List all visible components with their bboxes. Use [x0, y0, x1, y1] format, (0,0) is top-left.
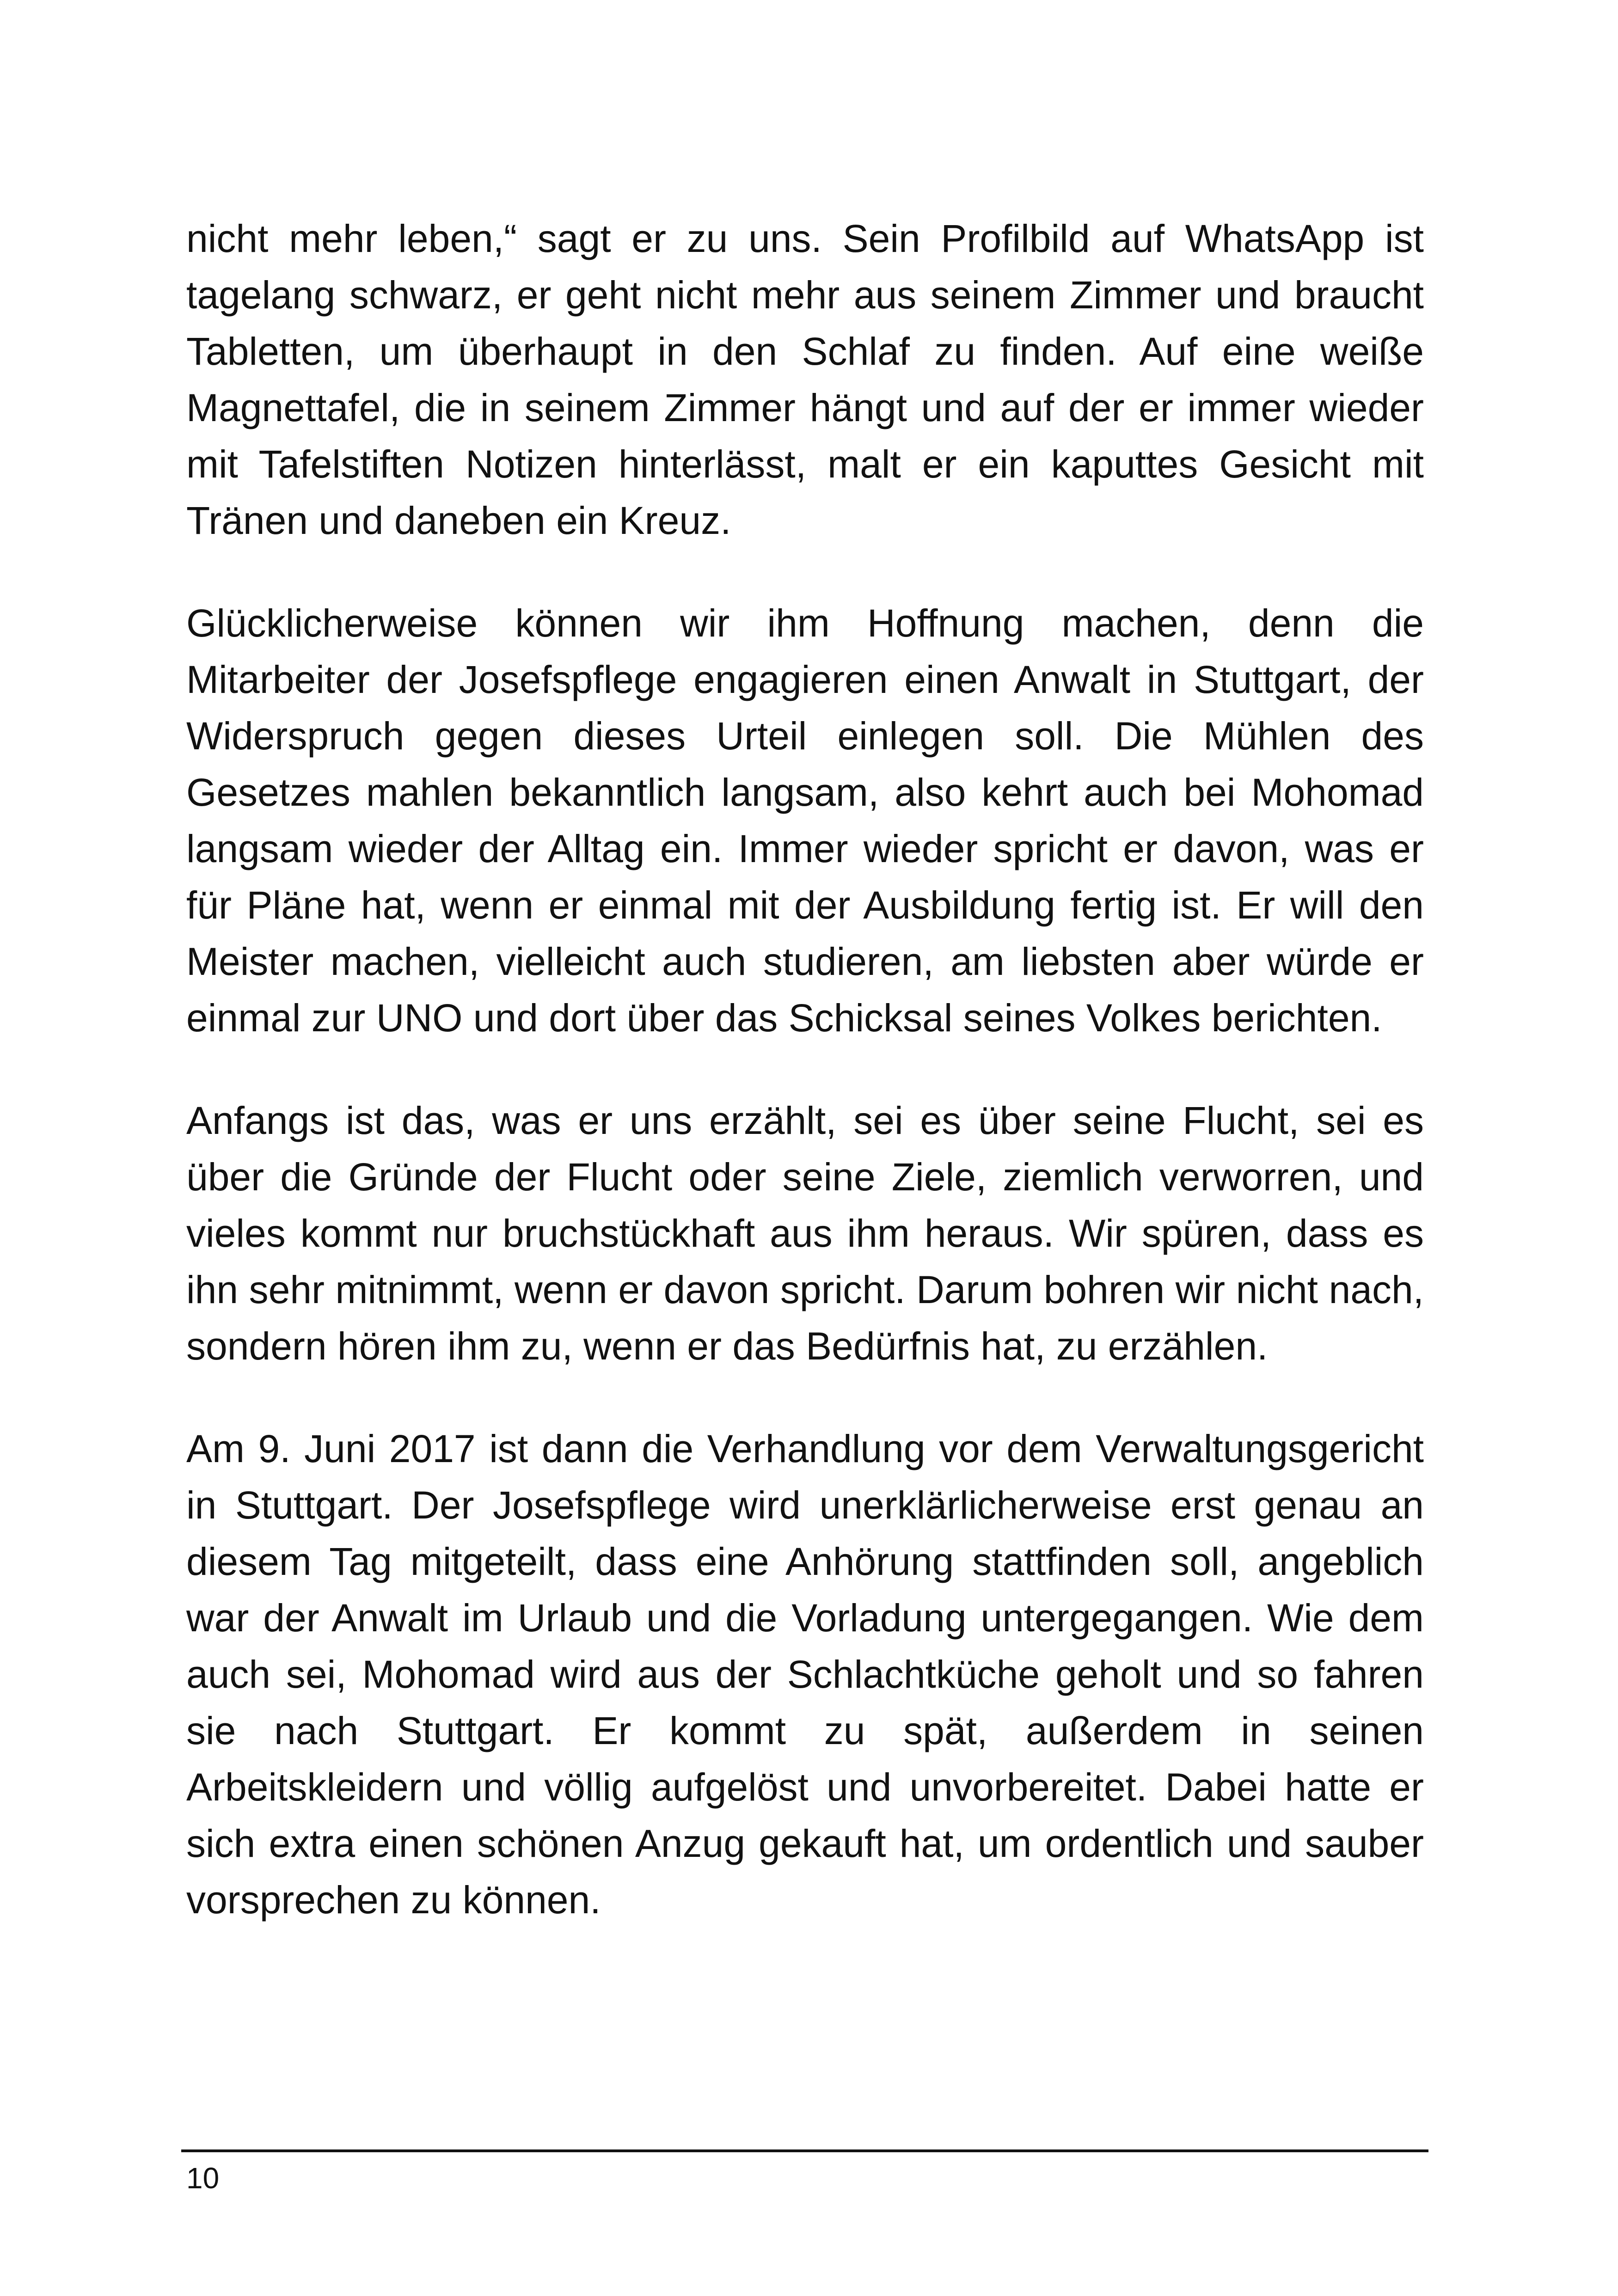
paragraph-2: Glücklicherweise können wir ihm Hoffnung machen, denn die Mitarbeiter der Josefspflege engagieren einen Anwalt in Stuttgart, der Widerspruch gegen dieses Urteil einlegen soll. Die Mühlen des Gesetzes mahlen bekanntlich langsam, also kehrt auch bei Mohomad langsam wieder der Alltag ein. Immer wieder spricht er davon, was er für Pläne hat, wenn er einmal mit der Ausbildung fertig ist. Er will den Meister machen, vielleicht auch studieren, am liebsten aber würde er einmal zur UNO und dort über das Schicksal seines Volkes berichten. — [186, 601, 1424, 1040]
paragraph-3: Anfangs ist das, was er uns erzählt, sei es über seine Flucht, sei es über die Gründe der Flucht oder seine Ziele, ziemlich verworren, und vieles kommt nur bruchstückhaft aus ihm heraus. Wir spüren, dass es ihn sehr mitnimmt, wenn er davon spricht. Darum bohren wir nicht nach, sondern hören ihm zu, wenn er das Bedürfnis hat, zu erzählen. — [186, 1099, 1424, 1368]
paragraph-1: nicht mehr leben,“ sagt er zu uns. Sein Profilbild auf WhatsApp ist tagelang schwarz, er geht nicht mehr aus seinem Zimmer und braucht Tabletten, um überhaupt in den Schlaf zu finden. Auf eine weiße Magnettafel, die in seinem Zimmer hängt und auf der er immer wieder mit Tafelstiften Notizen hinterlässt, malt er ein kaputtes Gesicht mit Tränen und daneben ein Kreuz. — [186, 217, 1424, 542]
footer-divider — [181, 2149, 1428, 2152]
page-number: 10 — [186, 2161, 220, 2195]
paragraph-4: Am 9. Juni 2017 ist dann die Verhandlung vor dem Verwaltungsgericht in Stuttgart. Der Josefspflege wird unerklärlicherweise erst genau an diesem Tag mitgeteilt, dass eine Anhörung stattfinden soll, angeblich war der Anwalt im Urlaub und die Vorladung untergegangen. Wie dem auch sei, Mohomad wird aus der Schlachtküche geholt und so fahren sie nach Stuttgart. Er kommt zu spät, außerdem in seinen Arbeitskleidern und völlig aufgelöst und unvorbereitet. Dabei hatte er sich extra einen schönen Anzug gekauft hat, um ordentlich und sauber vorsprechen zu können. — [186, 1427, 1424, 1922]
body-text — [186, 210, 1424, 1974]
